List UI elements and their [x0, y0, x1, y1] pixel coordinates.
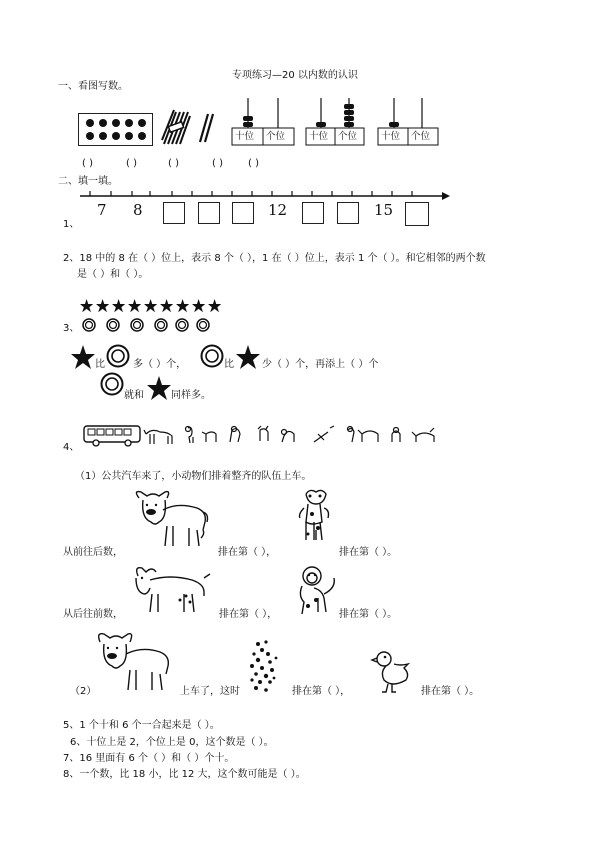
text-less: 少（ ）个，再添上（ ）个	[262, 359, 379, 370]
question-6: 6、十位上是 2，个位上是 0，这个数是（ ）。	[70, 737, 274, 748]
question-7: 7、16 里面有 6 个（ ）和（ ）个十。	[63, 753, 235, 764]
cow-icon	[96, 630, 174, 694]
answer-blank-5[interactable]: ( )	[248, 158, 259, 169]
spotted-cat-icon	[248, 638, 282, 696]
abacus-3-ones-label: 个位	[411, 131, 431, 142]
star-icon	[71, 345, 95, 369]
text-from-back: 从后往前数，	[63, 609, 123, 620]
numberline-answer-box[interactable]	[302, 202, 324, 224]
numberline-answer-box[interactable]	[405, 202, 429, 226]
section-heading-2: 二、填一填。	[58, 176, 118, 187]
rank-text-3: 排在第（ ），	[219, 609, 278, 620]
ring-icon	[100, 372, 124, 396]
abacus-2-ones-label: 个位	[338, 131, 358, 142]
abacus-1	[232, 98, 294, 148]
text-more: 多（ ）个，	[133, 359, 187, 370]
text-bi-2: 比	[224, 359, 234, 370]
abacus-3	[378, 98, 438, 148]
question-4-sub-2: （2）	[70, 686, 97, 697]
stick-bundle-icon	[160, 110, 190, 146]
numberline-answer-box[interactable]	[163, 202, 185, 224]
answer-blank-3[interactable]: ( )	[168, 158, 179, 169]
text-bi: 比	[95, 359, 105, 370]
text-jiuhe: 就和	[124, 390, 144, 401]
cow-icon	[133, 488, 209, 550]
single-sticks-icon	[198, 112, 214, 144]
numberline-number-15: 15	[374, 201, 394, 219]
bus-and-animals-strip	[84, 424, 444, 448]
abacus-1-ones-label: 个位	[266, 131, 286, 142]
numberline-answer-box[interactable]	[198, 202, 220, 224]
answer-blank-4[interactable]: ( )	[212, 158, 223, 169]
duck-icon	[372, 650, 412, 694]
answer-blank-2[interactable]: ( )	[126, 158, 137, 169]
section-heading-1: 一、看图写数。	[58, 81, 128, 92]
text-from-front: 从前往后数，	[63, 547, 123, 558]
text-same: 同样多。	[171, 390, 211, 401]
numberline-number-8: 8	[133, 201, 143, 219]
bus-icon	[84, 426, 140, 446]
monkey-icon	[296, 566, 338, 616]
abacus-3-tens-label: 十位	[381, 131, 401, 142]
question-1-label: 1、	[63, 219, 80, 230]
question-3-label: 3、	[63, 323, 80, 334]
abacus-2-tens-label: 十位	[309, 131, 329, 142]
answer-blank-1[interactable]: ( )	[82, 158, 93, 169]
stars-row	[80, 299, 230, 315]
star-icon	[236, 345, 260, 369]
rank-text-4: 排在第（ ）。	[339, 609, 398, 620]
ring-icon	[200, 344, 224, 368]
dog-icon	[298, 488, 338, 550]
goat-icon	[130, 564, 212, 616]
question-2-line-2: 是（ ）和（ ）。	[77, 269, 149, 280]
abacus-1-tens-label: 十位	[235, 131, 255, 142]
question-4-sub-1: （1）公共汽车来了，小动物们排着整齐的队伍上车。	[75, 471, 312, 482]
numberline-answer-box[interactable]	[232, 202, 254, 224]
ten-frame	[78, 113, 153, 146]
rank-text-5: 排在第（ ），	[292, 686, 351, 697]
ten-frame-dots	[79, 114, 152, 145]
ring-icon	[106, 344, 130, 368]
star-icon	[147, 376, 171, 400]
rank-text-1: 排在第（ ），	[218, 547, 277, 558]
question-4-label: 4、	[63, 442, 80, 453]
text-board: 上车了，这时	[180, 686, 240, 697]
rank-text-6: 排在第（ ）。	[421, 686, 480, 697]
numberline-number-7: 7	[97, 201, 107, 219]
question-8: 8、一个数，比 18 小，比 12 大，这个数可能是（ ）。	[63, 769, 306, 780]
question-2-line-1: 2、18 中的 8 在（ ）位上，表示 8 个（ ），1 在（ ）位上，表示 1 个（ ）。和它相邻的两个数	[63, 253, 486, 264]
question-5: 5、1 个十和 6 个一合起来是（ ）。	[63, 720, 220, 731]
abacus-2	[306, 98, 364, 148]
numberline-number-12: 12	[268, 201, 288, 219]
rank-text-2: 排在第（ ）。	[339, 547, 398, 558]
page-title: 专项练习—20 以内数的认识	[232, 70, 358, 81]
circles-row	[82, 318, 212, 334]
numberline-answer-box[interactable]	[337, 202, 359, 224]
